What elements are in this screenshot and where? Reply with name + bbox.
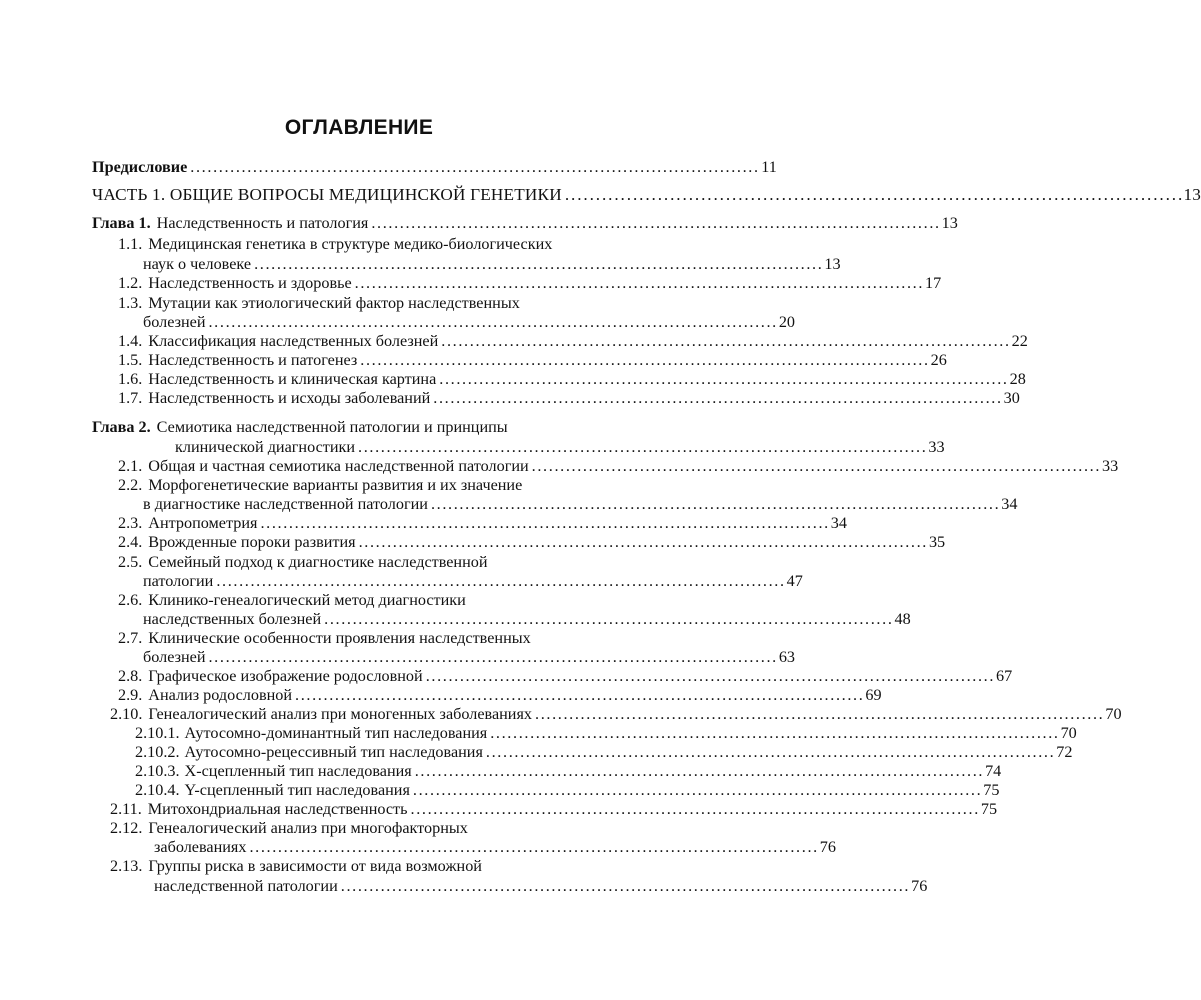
toc-entry-text: Аутосомно-рецессивный тип наследования: [184, 743, 483, 761]
toc-entry-text: заболеваниях: [154, 838, 247, 856]
toc-entry-text: Мутации как этиологический фактор наследственных: [148, 294, 520, 312]
toc-page-number: 75: [980, 800, 998, 818]
toc-entry-preface[interactable]: [92, 156, 777, 178]
toc-entry-number: 1.3.: [118, 294, 143, 312]
toc-entry-number: 2.13.: [110, 857, 143, 875]
leader-dots: [371, 212, 938, 234]
toc-page-number: 70: [1060, 724, 1077, 742]
toc-entry-number: 2.10.4.: [135, 781, 180, 799]
toc-page-number: 35: [928, 533, 946, 551]
toc-entry-number: 2.1.: [118, 457, 143, 475]
toc-entry-number: 1.6.: [118, 370, 143, 388]
toc-page-number: 63: [778, 648, 796, 666]
toc-entry-text: клинической диагностики: [175, 438, 356, 456]
toc-entry-text: Наследственность и патология: [156, 214, 369, 232]
toc-entry-text: Наследственность и патогенез: [148, 351, 358, 369]
toc-page-number: 22: [1011, 332, 1028, 350]
toc-entry-number: 1.1.: [118, 235, 143, 253]
toc-entry-text: Группы риска в зависимости от вида возможной: [148, 857, 482, 875]
toc-entry-text: ЧАСТЬ 1. ОБЩИЕ ВОПРОСЫ МЕДИЦИНСКОЙ ГЕНЕТИКИ: [92, 185, 562, 204]
page-title: ОГЛАВЛЕНИЕ: [284, 116, 434, 139]
toc-entry-text: X-сцепленный тип наследования: [184, 762, 412, 780]
toc-entry-2-13-cont[interactable]: [154, 875, 928, 897]
toc-entry-text: Клинические особенности проявления наследственных: [148, 629, 531, 647]
toc-page-number: 76: [911, 877, 928, 895]
toc-entry-number: 2.7.: [118, 629, 143, 647]
toc-entry-text: Врожденные пороки развития: [148, 533, 356, 551]
toc-entry-text: Генеалогический анализ при многофакторных: [148, 819, 468, 837]
leader-dots: [433, 387, 1000, 409]
toc-entry-chapter-1[interactable]: [92, 212, 958, 234]
toc-page-number: 26: [930, 351, 947, 369]
toc-entry-text: Наследственность и здоровье: [148, 274, 352, 292]
toc-page-number: 48: [894, 610, 911, 628]
toc-entry-text: наук о человеке: [143, 255, 252, 273]
toc-entry-text: Наследственность и клиническая картина: [148, 370, 437, 388]
toc-entry-chapter-2[interactable]: [92, 416, 629, 438]
toc-page-number: 67: [996, 667, 1013, 685]
toc-page-number: 11: [761, 158, 777, 176]
toc-entry-text: Y-сцепленный тип наследования: [184, 781, 410, 799]
toc-page-number: 70: [1105, 705, 1122, 723]
toc-entry-number: 2.2.: [118, 476, 143, 494]
toc-entry-2-13[interactable]: [110, 855, 629, 877]
toc-entry-text: Антропометрия: [148, 514, 258, 532]
toc-page-number: 34: [830, 514, 847, 532]
leader-dots: [359, 531, 926, 553]
toc-page-number: 13: [1183, 185, 1201, 204]
toc-entry-number: 1.2.: [118, 274, 143, 292]
toc-entry-1-1[interactable]: [118, 233, 629, 255]
toc-page-number: 69: [865, 686, 882, 704]
toc-page-number: 76: [819, 838, 836, 856]
toc-page-number: 17: [925, 274, 942, 292]
toc-page-number: 20: [778, 313, 796, 331]
toc-entry-text: Клинико-генеалогический метод диагностики: [148, 591, 466, 609]
toc-entry-text: Классификация наследственных болезней: [148, 332, 439, 350]
toc-entry-text: Аутосомно-доминантный тип наследования: [184, 724, 488, 742]
toc-entry-1-7[interactable]: [118, 387, 1020, 409]
toc-entry-text: болезней: [143, 648, 206, 666]
leader-dots: [565, 184, 1181, 206]
toc-entry-1-2[interactable]: [118, 272, 942, 294]
toc-page-number: 34: [1001, 495, 1018, 513]
toc-entry-text: патологии: [143, 572, 214, 590]
toc-entry-text: Анализ родословной: [148, 686, 293, 704]
toc-entry-number: 2.10.1.: [135, 724, 180, 742]
toc-entry-text: Семейный подход к диагностике наследственной: [148, 553, 488, 571]
toc-entry-number: 1.5.: [118, 351, 143, 369]
toc-entry-text: наследственной патологии: [154, 877, 338, 895]
toc-entry-number: 1.7.: [118, 389, 143, 407]
toc-entry-text: Генеалогический анализ при моногенных заболеваниях: [148, 705, 532, 723]
toc-entry-text: Наследственность и исходы заболеваний: [148, 389, 431, 407]
toc-page-number: 33: [928, 438, 945, 456]
toc-entry-number: 2.12.: [110, 819, 143, 837]
leader-dots: [355, 272, 922, 294]
toc-entry-number: 2.11.: [110, 800, 142, 818]
toc-entry-number: 1.4.: [118, 332, 143, 350]
toc-entry-number: Глава 1.: [92, 214, 151, 232]
toc-entry-text: Графическое изображение родословной: [148, 667, 423, 685]
toc-entry-part-1[interactable]: [92, 184, 1201, 206]
toc-page-number: 30: [1003, 389, 1020, 407]
toc-entry-text: Морфогенетические варианты развития и их значение: [148, 476, 523, 494]
toc-entry-text: наследственных болезней: [143, 610, 322, 628]
toc-entry-number: 2.6.: [118, 591, 143, 609]
toc-entry-text: болезней: [143, 313, 206, 331]
toc-entry-2-4[interactable]: [118, 531, 946, 553]
leader-dots: [190, 156, 757, 178]
toc-page-number: 33: [1102, 457, 1119, 475]
toc-page-number: 72: [1056, 743, 1073, 761]
toc-entry-number: 2.10.: [110, 705, 143, 723]
toc-entry-number: 2.4.: [118, 533, 143, 551]
toc-entry-text: в диагностике наследственной патологии: [143, 495, 428, 513]
toc-entry-text: Предисловие: [92, 158, 188, 176]
toc-page-number: 47: [786, 572, 803, 590]
toc-page-number: 13: [824, 255, 841, 273]
toc-page-number: 74: [985, 762, 1002, 780]
toc-entry-number: 2.10.3.: [135, 762, 180, 780]
toc-entry-number: 2.8.: [118, 667, 143, 685]
toc-page-number: 75: [983, 781, 1000, 799]
toc-page-number: 13: [941, 214, 958, 232]
toc-page-number: 28: [1009, 370, 1026, 388]
toc-entry-text: Семиотика наследственной патологии и принципы: [156, 418, 508, 436]
toc-entry-number: 2.10.2.: [135, 743, 180, 761]
toc-entry-text: Медицинская генетика в структуре медико-биологических: [148, 235, 553, 253]
toc-entry-text: Общая и частная семиотика наследственной патологии: [148, 457, 529, 475]
toc-entry-text: Митохондриальная наследственность: [147, 800, 408, 818]
toc-entry-number: 2.9.: [118, 686, 143, 704]
toc-entry-number: 2.3.: [118, 514, 143, 532]
leader-dots: [341, 875, 908, 897]
toc-entry-number: Глава 2.: [92, 418, 151, 436]
toc-entry-number: 2.5.: [118, 553, 143, 571]
